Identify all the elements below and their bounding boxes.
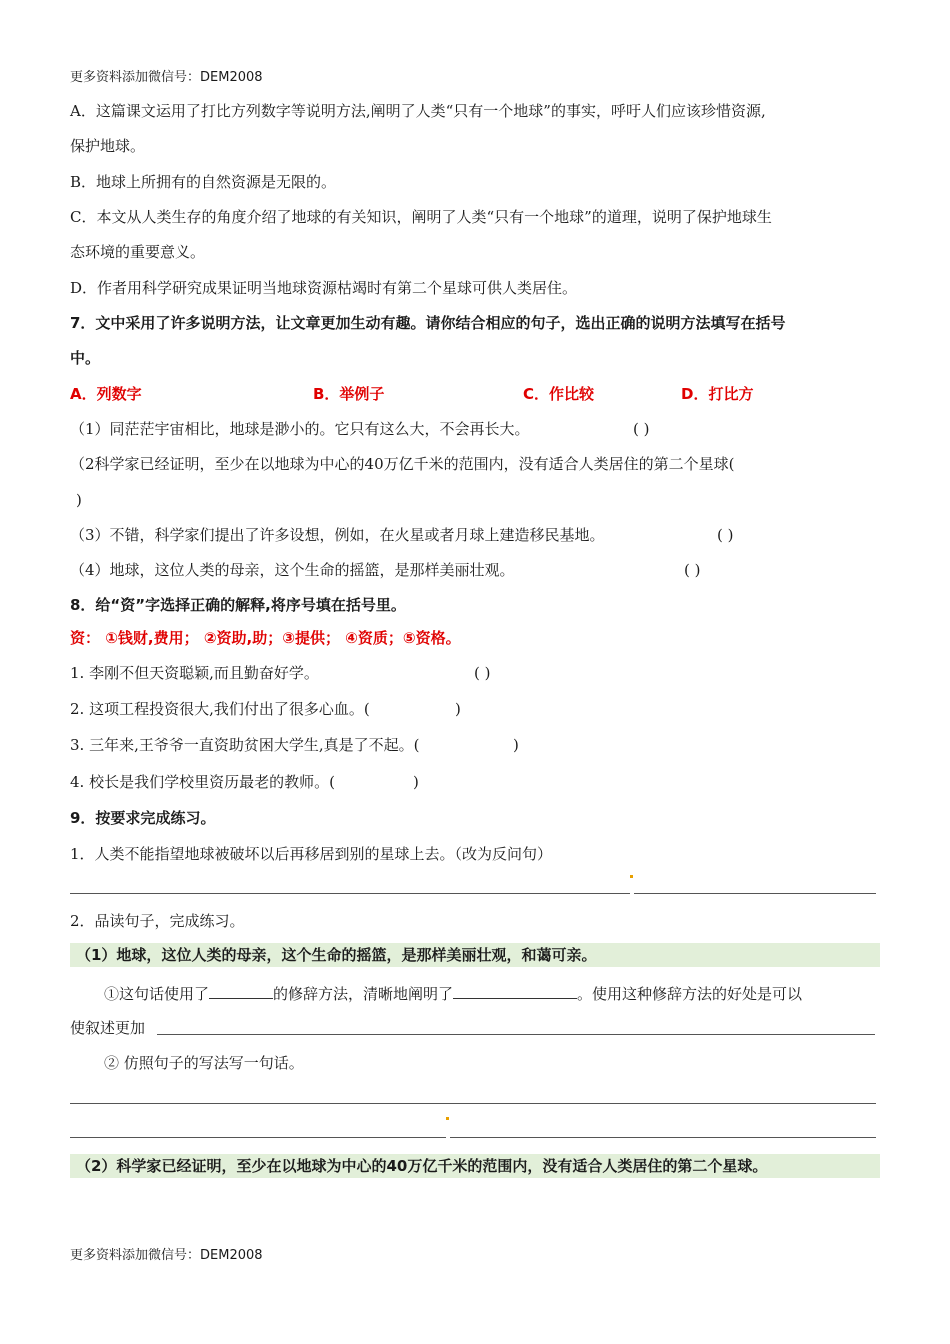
q7-item-4-answer[interactable]: ( ) — [684, 561, 701, 579]
task-a-text-3: 。使用这种修辞方法的好处是可以 — [577, 985, 803, 1003]
q8-item-1: 1. 李刚不但天资聪颖,而且勤奋好学。 — [70, 664, 319, 682]
q9-item-1: 1．人类不能指望地球被破坏以后再移居到别的星球上去。（改为反问句） — [70, 845, 553, 863]
q8-item-4-answer[interactable]: ) — [413, 773, 419, 791]
q9-sentence-1-task-a-cont: 使叙述更加 — [70, 1019, 146, 1037]
q9-sentence-2: （2）科学家已经证明，至少在以地球为中心的40万亿千米的范围内，没有适合人类居住的第二个星球。 — [76, 1157, 768, 1175]
q9-sentence-1-task-a — [104, 982, 802, 1004]
answer-line[interactable] — [70, 893, 630, 894]
q9-sentence-1-task-b: ② 仿照句子的写法写一句话。 — [104, 1054, 304, 1072]
q8-meanings: 资： ①钱财,费用； ②资助,助；③提供； ④资质；⑤资格。 — [70, 629, 461, 647]
q7-option-b: B．举例子 — [313, 385, 385, 403]
answer-line[interactable] — [450, 1137, 876, 1138]
q7-title-line1: 7．文中采用了许多说明方法，让文章更加生动有趣。请你结合相应的句子，选出正确的说明方法填写在括号 — [70, 314, 786, 332]
q8-item-4: 4. 校长是我们学校里资历最老的教师。( — [70, 773, 335, 791]
q9-item-2: 2．品读句子，完成练习。 — [70, 912, 245, 930]
answer-line[interactable] — [634, 893, 876, 894]
q8-item-3-answer[interactable]: ) — [513, 736, 519, 754]
page-footer: 更多资料添加微信号：DEM2008 — [70, 1248, 263, 1263]
rhetoric-blank[interactable] — [209, 982, 273, 999]
q7-item-2-answer[interactable]: ) — [76, 491, 82, 509]
q7-item-3: （3）不错，科学家们提出了许多设想，例如，在火星或者月球上建造移民基地。 — [70, 526, 605, 544]
q9-sentence-1: （1）地球，这位人类的母亲，这个生命的摇篮，是那样美丽壮观，和蔼可亲。 — [76, 946, 597, 964]
q7-item-1: （1）同茫茫宇宙相比，地球是渺小的。它只有这么大，不会再长大。 — [70, 420, 530, 438]
q6-option-b: B．地球上所拥有的自然资源是无限的。 — [70, 173, 337, 191]
q6-option-c-line1: C．本文从人类生存的角度介绍了地球的有关知识，阐明了人类“只有一个地球”的道理，说明了保护地球生 — [70, 208, 772, 226]
q6-option-c-line2: 态环境的重要意义。 — [70, 243, 206, 261]
task-a-text-1: ①这句话使用了 — [104, 985, 210, 1003]
page-header: 更多资料添加微信号：DEM2008 — [70, 70, 263, 85]
q7-item-3-answer[interactable]: ( ) — [717, 526, 734, 544]
marker-dot — [630, 875, 633, 878]
answer-line[interactable] — [157, 1034, 875, 1035]
q7-title-line2: 中。 — [70, 349, 101, 367]
q7-option-d: D．打比方 — [681, 385, 754, 403]
answer-line[interactable] — [70, 1103, 876, 1104]
q7-item-4: （4）地球，这位人类的母亲，这个生命的摇篮，是那样美丽壮观。 — [70, 561, 515, 579]
q9-title: 9．按要求完成练习。 — [70, 809, 216, 827]
marker-dot — [446, 1117, 449, 1120]
q8-title: 8．给“资”字选择正确的解释,将序号填在括号里。 — [70, 596, 406, 614]
q6-option-d: D．作者用科学研究成果证明当地球资源枯竭时有第二个星球可供人类居住。 — [70, 279, 578, 297]
task-a-text-2: 的修辞方法，清晰地阐明了 — [273, 985, 454, 1003]
q8-item-1-answer[interactable]: ( ) — [474, 664, 491, 682]
q7-item-1-answer[interactable]: ( ) — [633, 420, 650, 438]
q6-option-a-line1: A．这篇课文运用了打比方列数字等说明方法,阐明了人类“只有一个地球”的事实，呼吁人们应该珍惜资源, — [70, 102, 766, 120]
q8-item-2: 2. 这项工程投资很大,我们付出了很多心血。( — [70, 700, 370, 718]
q7-option-c: C．作比较 — [523, 385, 595, 403]
q6-option-a-line2: 保护地球。 — [70, 137, 146, 155]
q7-option-a: A．列数字 — [70, 385, 142, 403]
meaning-blank[interactable] — [453, 982, 577, 999]
q7-item-2: （2科学家已经证明，至少在以地球为中心的40万亿千米的范围内，没有适合人类居住的第二个星球( — [70, 455, 735, 473]
q8-item-3: 3. 三年来,王爷爷一直资助贫困大学生,真是了不起。( — [70, 736, 420, 754]
q8-item-2-answer[interactable]: ) — [455, 700, 461, 718]
answer-line[interactable] — [70, 1137, 446, 1138]
